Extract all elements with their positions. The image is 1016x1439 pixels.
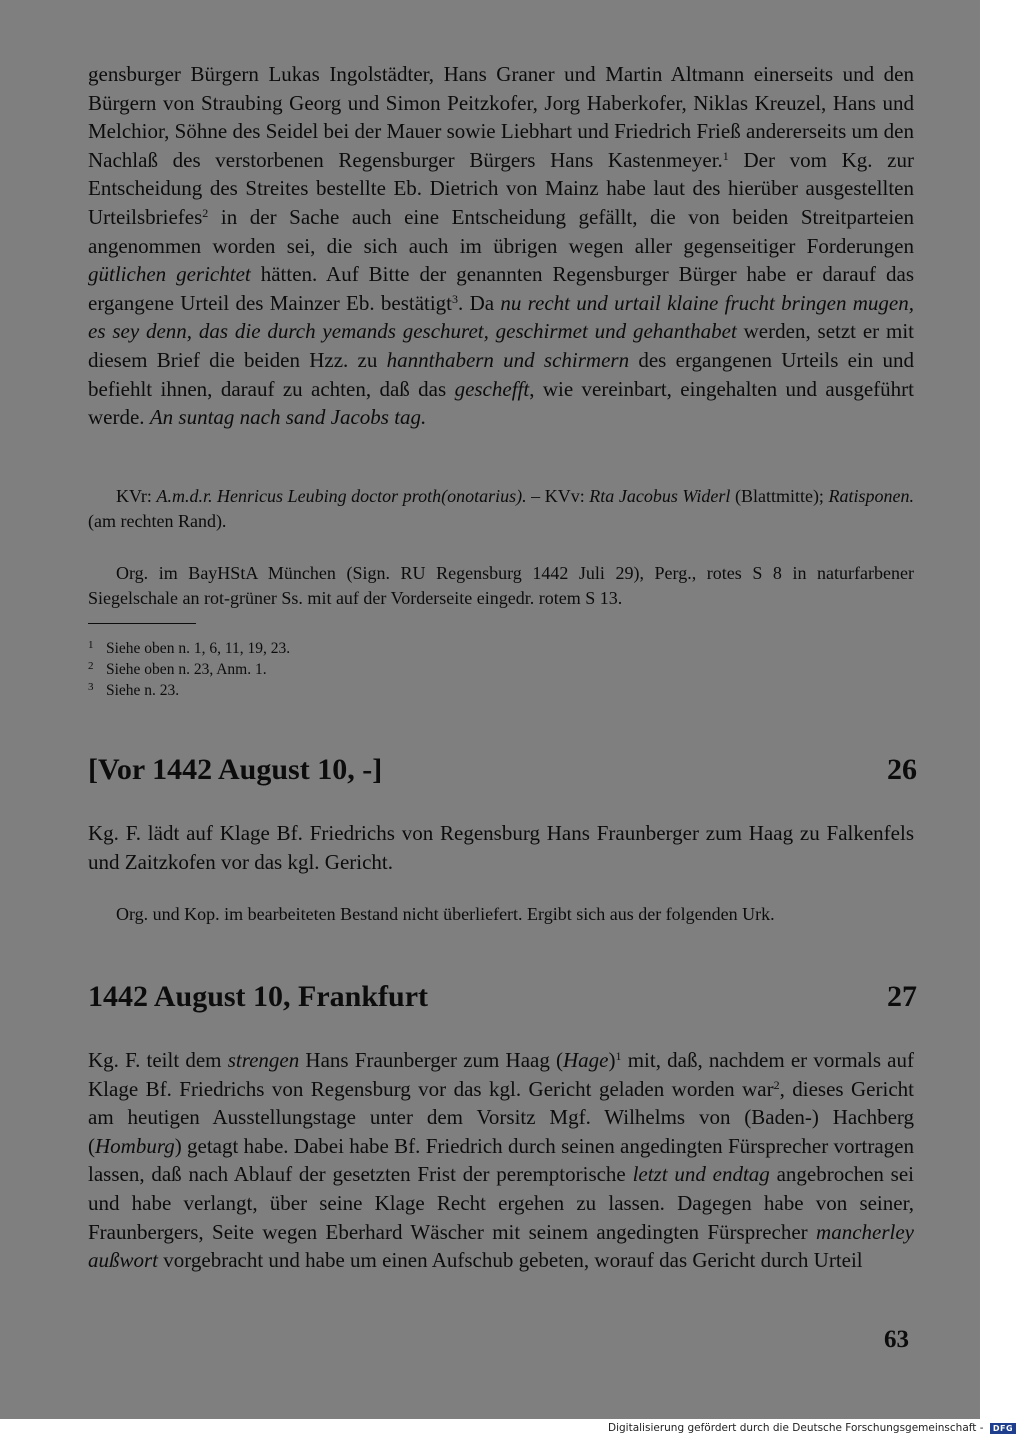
footnote-ref: 2 <box>202 205 209 220</box>
entry-26-date: [Vor 1442 August 10, -] <box>88 753 383 786</box>
body-paragraph-1 <box>88 60 914 432</box>
text-run: Kg. F. teilt dem <box>88 1048 228 1072</box>
footnote-1: 1 Siehe oben n. 1, 6, 11, 19, 23. <box>88 639 291 657</box>
entry-26-note <box>88 902 914 927</box>
italic-text: hannthabern und schirmern <box>386 347 630 372</box>
entry-27-summary <box>88 1046 914 1275</box>
text-run: . Da <box>458 290 501 315</box>
italic-text: mancherley außwort <box>88 1219 914 1273</box>
entry-26-number: 26 <box>887 753 917 786</box>
footnote-ref: 1 <box>615 1049 622 1063</box>
text-run: des ergangenen Urteils ein und befiehlt ihnen, darauf zu achten, daß das <box>88 347 915 401</box>
text-run: Org. und Kop. im bearbeiteten Bestand nicht überliefert. Ergibt sich aus der folgenden Urk. <box>116 904 775 924</box>
italic-text: Rta Jacobus Widerl <box>589 486 731 506</box>
text-run: ) <box>608 1048 616 1072</box>
note-kv <box>88 484 914 534</box>
text-run: Org. im BayHStA München (Sign. RU Regensburg 1442 Juli 29), Perg., rotes S 8 in naturfarbener Siegelschale an rot-grüner Ss. mit auf der Vorderseite eingedr. rotem S 13. <box>88 563 914 608</box>
text-run: ) getagt habe. Dabei habe Bf. Friedrich durch seinen angedingten Fürsprecher vortragen lassen, daß nach Ablauf der gesetzten Frist der peremptorische <box>88 1133 914 1187</box>
italic-text: Hage <box>563 1048 609 1072</box>
text-run: gensburger Bürgern Lukas Ingolstädter, Hans Graner und Martin Altmann einerseits und den Bürgern von Straubing Georg und Simon Peitzkofer, Jorg Haberkofer, Niklas Kreuzel, Hans und Melchior, Söhne des Seidel bei der Mauer sowie Liebhart und Friedrich Frieß andererseits um den Nachlaß des verstorbenen Regensburger Bürgers Hans Kastenmeyer. <box>88 62 914 172</box>
text-run: (Blattmitte); <box>730 486 829 506</box>
text-run: in der Sache auch eine Entscheidung gefällt, die von beiden Streitparteien angenommen worden sei, die sich auch im übrigen wegen aller gegenseitiger Forderungen <box>88 204 914 258</box>
page-number: 63 <box>884 1326 909 1353</box>
text-run: vorgebracht und habe um einen Aufschub gebeten, worauf das Gericht durch Urteil <box>158 1248 863 1273</box>
credit-text: Digitalisierung gefördert durch die Deutsche Forschungsgemeinschaft - <box>608 1422 984 1434</box>
italic-text: Ratisponen. <box>828 486 915 506</box>
text-run: KVr: <box>116 486 157 506</box>
digitization-credit <box>608 1422 1016 1434</box>
footnote-ref: 1 <box>722 148 729 163</box>
italic-text: letzt und endtag <box>632 1162 770 1187</box>
footnote-ref: 3 <box>452 291 459 306</box>
text-run: , dieses Gericht am heutigen Ausstellungstage unter dem Vorsitz Mgf. Wilhelms von (Baden-) Hachberg ( <box>88 1076 914 1158</box>
footnote-ref: 2 <box>773 1077 780 1092</box>
footnote-separator <box>88 623 196 624</box>
entry-27-number: 27 <box>887 980 917 1013</box>
italic-text: A.m.d.r. Henricus Leubing doctor proth(onotarius). <box>156 486 527 506</box>
footnotes <box>88 638 290 701</box>
italic-text: gütlichen gerichtet <box>88 262 251 287</box>
entry-26-heading <box>88 752 917 788</box>
text-run: mit, daß, nachdem er vormals auf Klage Bf. Friedrichs von Regensburg vor das kgl. Gericht geladen worden war <box>88 1048 915 1101</box>
italic-text: nu recht und urtail klaine frucht bringen mugen, es sey denn, das die durch yemands geschuret, geschirmet und gehanthabet <box>88 290 914 344</box>
entry-27-date: 1442 August 10, Frankfurt <box>88 980 429 1013</box>
footnote-2: 2 Siehe oben n. 23, Anm. 1. <box>88 660 267 678</box>
text-run: , wie vereinbart, eingehalten und ausgeführt werde. <box>88 376 914 430</box>
text-run: Hans Fraunberger zum Haag ( <box>299 1048 564 1072</box>
note-original <box>88 561 914 611</box>
italic-text: An suntag nach sand Jacobs tag. <box>149 405 427 430</box>
footnote-3: 3 Siehe n. 23. <box>88 681 180 699</box>
italic-text: geschefft <box>454 376 530 401</box>
text-run: hätten. Auf Bitte der genannten Regensburger Bürger habe er darauf das ergangene Urteil des Mainzer Eb. bestätigt <box>88 262 914 315</box>
text-run: angebrochen sei und habe verlangt, über seine Klage Recht ergehen zu lassen. Dagegen habe von seiner, Fraunbergers, Seite wegen Eberhard Wäscher mit seinem angedingten Fürsprecher <box>88 1162 915 1244</box>
text-run: Der vom Kg. zur Entscheidung des Streites bestellte Eb. Dietrich von Mainz habe laut des hierüber ausgestellten Urteilsbriefes <box>88 147 914 229</box>
text-run: – KVv: <box>526 486 590 506</box>
entry-27-heading <box>88 979 917 1015</box>
text-run: werden, setzt er mit diesem Brief die beiden Hzz. zu <box>88 319 914 372</box>
text-run: Kg. F. lädt auf Klage Bf. Friedrichs von Regensburg Hans Fraunberger zum Haag zu Falkenfels und Zaitzkofen vor das kgl. Gericht. <box>88 821 914 874</box>
italic-text: Homburg <box>95 1133 175 1158</box>
dfg-logo: DFG <box>990 1423 1016 1434</box>
text-run: (am rechten Rand). <box>88 511 227 531</box>
entry-26-summary <box>88 819 914 876</box>
italic-text: strengen <box>227 1048 300 1072</box>
